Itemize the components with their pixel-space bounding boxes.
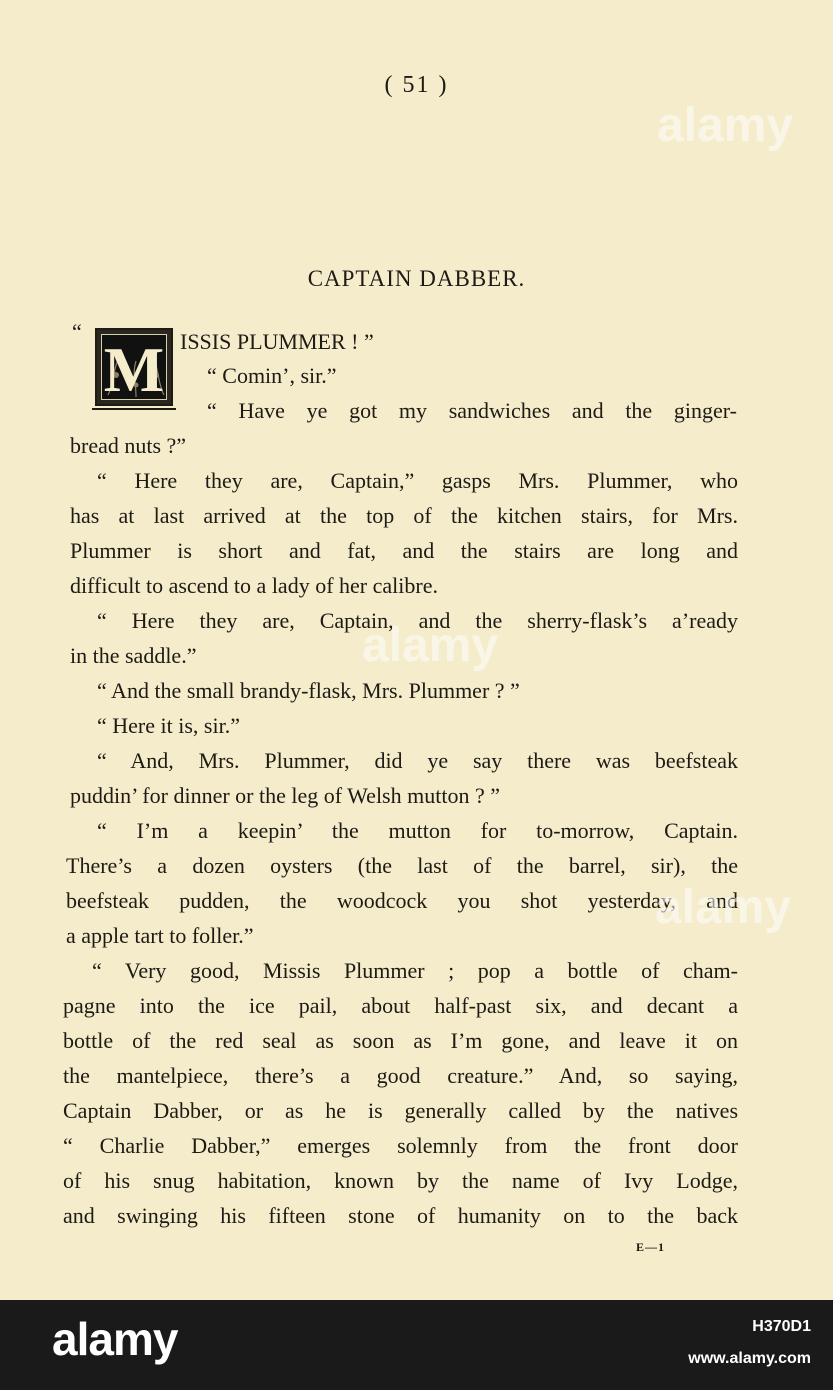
- text-line: difficult to ascend to a lady of her calibre.: [70, 573, 438, 598]
- watermark: alamy: [655, 881, 792, 934]
- stock-logo: alamy: [52, 1313, 178, 1365]
- text-line: puddin’ for dinner or the leg of Welsh mutton ? ”: [70, 783, 500, 808]
- text-line: has at last arrived at the top of the kitchen stairs, for Mrs.: [70, 503, 738, 528]
- watermark: alamy: [657, 99, 794, 152]
- text-line: “ Here they are, Captain, and the sherry-flask’s a’ready: [97, 608, 738, 633]
- text-line: pagne into the ice pail, about half-past six, and decant a: [63, 993, 738, 1018]
- text-line: “ And, Mrs. Plummer, did ye say there was beefsteak: [97, 748, 738, 773]
- text-line: “ I’m a keepin’ the mutton for to-morrow, Captain.: [97, 818, 738, 843]
- page-number: ( 51 ): [384, 72, 449, 98]
- opening-quote: “: [72, 319, 82, 344]
- text-line: “ Here it is, sir.”: [97, 713, 240, 738]
- printer-signature: E—1: [636, 1240, 666, 1254]
- drop-cap-frame: [101, 334, 167, 405]
- text-line: in the saddle.”: [70, 643, 197, 668]
- text-line: a apple tart to foller.”: [66, 923, 254, 948]
- text-line: beefsteak pudden, the woodcock you shot yesterday, and: [66, 888, 738, 913]
- text-line: Plummer is short and fat, and the stairs are long and: [70, 538, 738, 563]
- stock-url: www.alamy.com: [688, 1350, 811, 1367]
- text-line: and swinging his fifteen stone of humanity on to the back: [63, 1203, 738, 1228]
- text-line: the mantelpiece, there’s a good creature.” And, so saying,: [63, 1063, 738, 1088]
- text-line: There’s a dozen oysters (the last of the barrel, sir), the: [66, 853, 738, 878]
- text-line: “ Charlie Dabber,” emerges solemnly from the front door: [63, 1133, 738, 1158]
- chapter-title: CAPTAIN DABBER.: [307, 266, 526, 291]
- text-line: Captain Dabber, or as he is generally called by the natives: [63, 1098, 738, 1123]
- image-id: H370D1: [752, 1318, 811, 1335]
- text-line: bottle of the red seal as soon as I’m gone, and leave it on: [63, 1028, 738, 1053]
- text-line: “ And the small brandy-flask, Mrs. Plummer ? ”: [97, 678, 520, 703]
- drop-cap-rule: [92, 408, 176, 410]
- text-line: ISSIS PLUMMER ! ”: [180, 329, 374, 354]
- text-line: of his snug habitation, known by the name of Ivy Lodge,: [63, 1168, 738, 1193]
- watermark: alamy: [362, 619, 499, 672]
- text-line: “ Here they are, Captain,” gasps Mrs. Plummer, who: [97, 468, 738, 493]
- text-line: bread nuts ?”: [70, 433, 187, 458]
- text-line: “ Comin’, sir.”: [207, 363, 337, 388]
- drop-cap: [95, 328, 173, 406]
- text-line: “ Have ye got my sandwiches and the ginger-: [207, 398, 737, 423]
- text-line: “ Very good, Missis Plummer ; pop a bottle of cham-: [92, 958, 738, 983]
- drop-cap-letter: M: [103, 334, 165, 405]
